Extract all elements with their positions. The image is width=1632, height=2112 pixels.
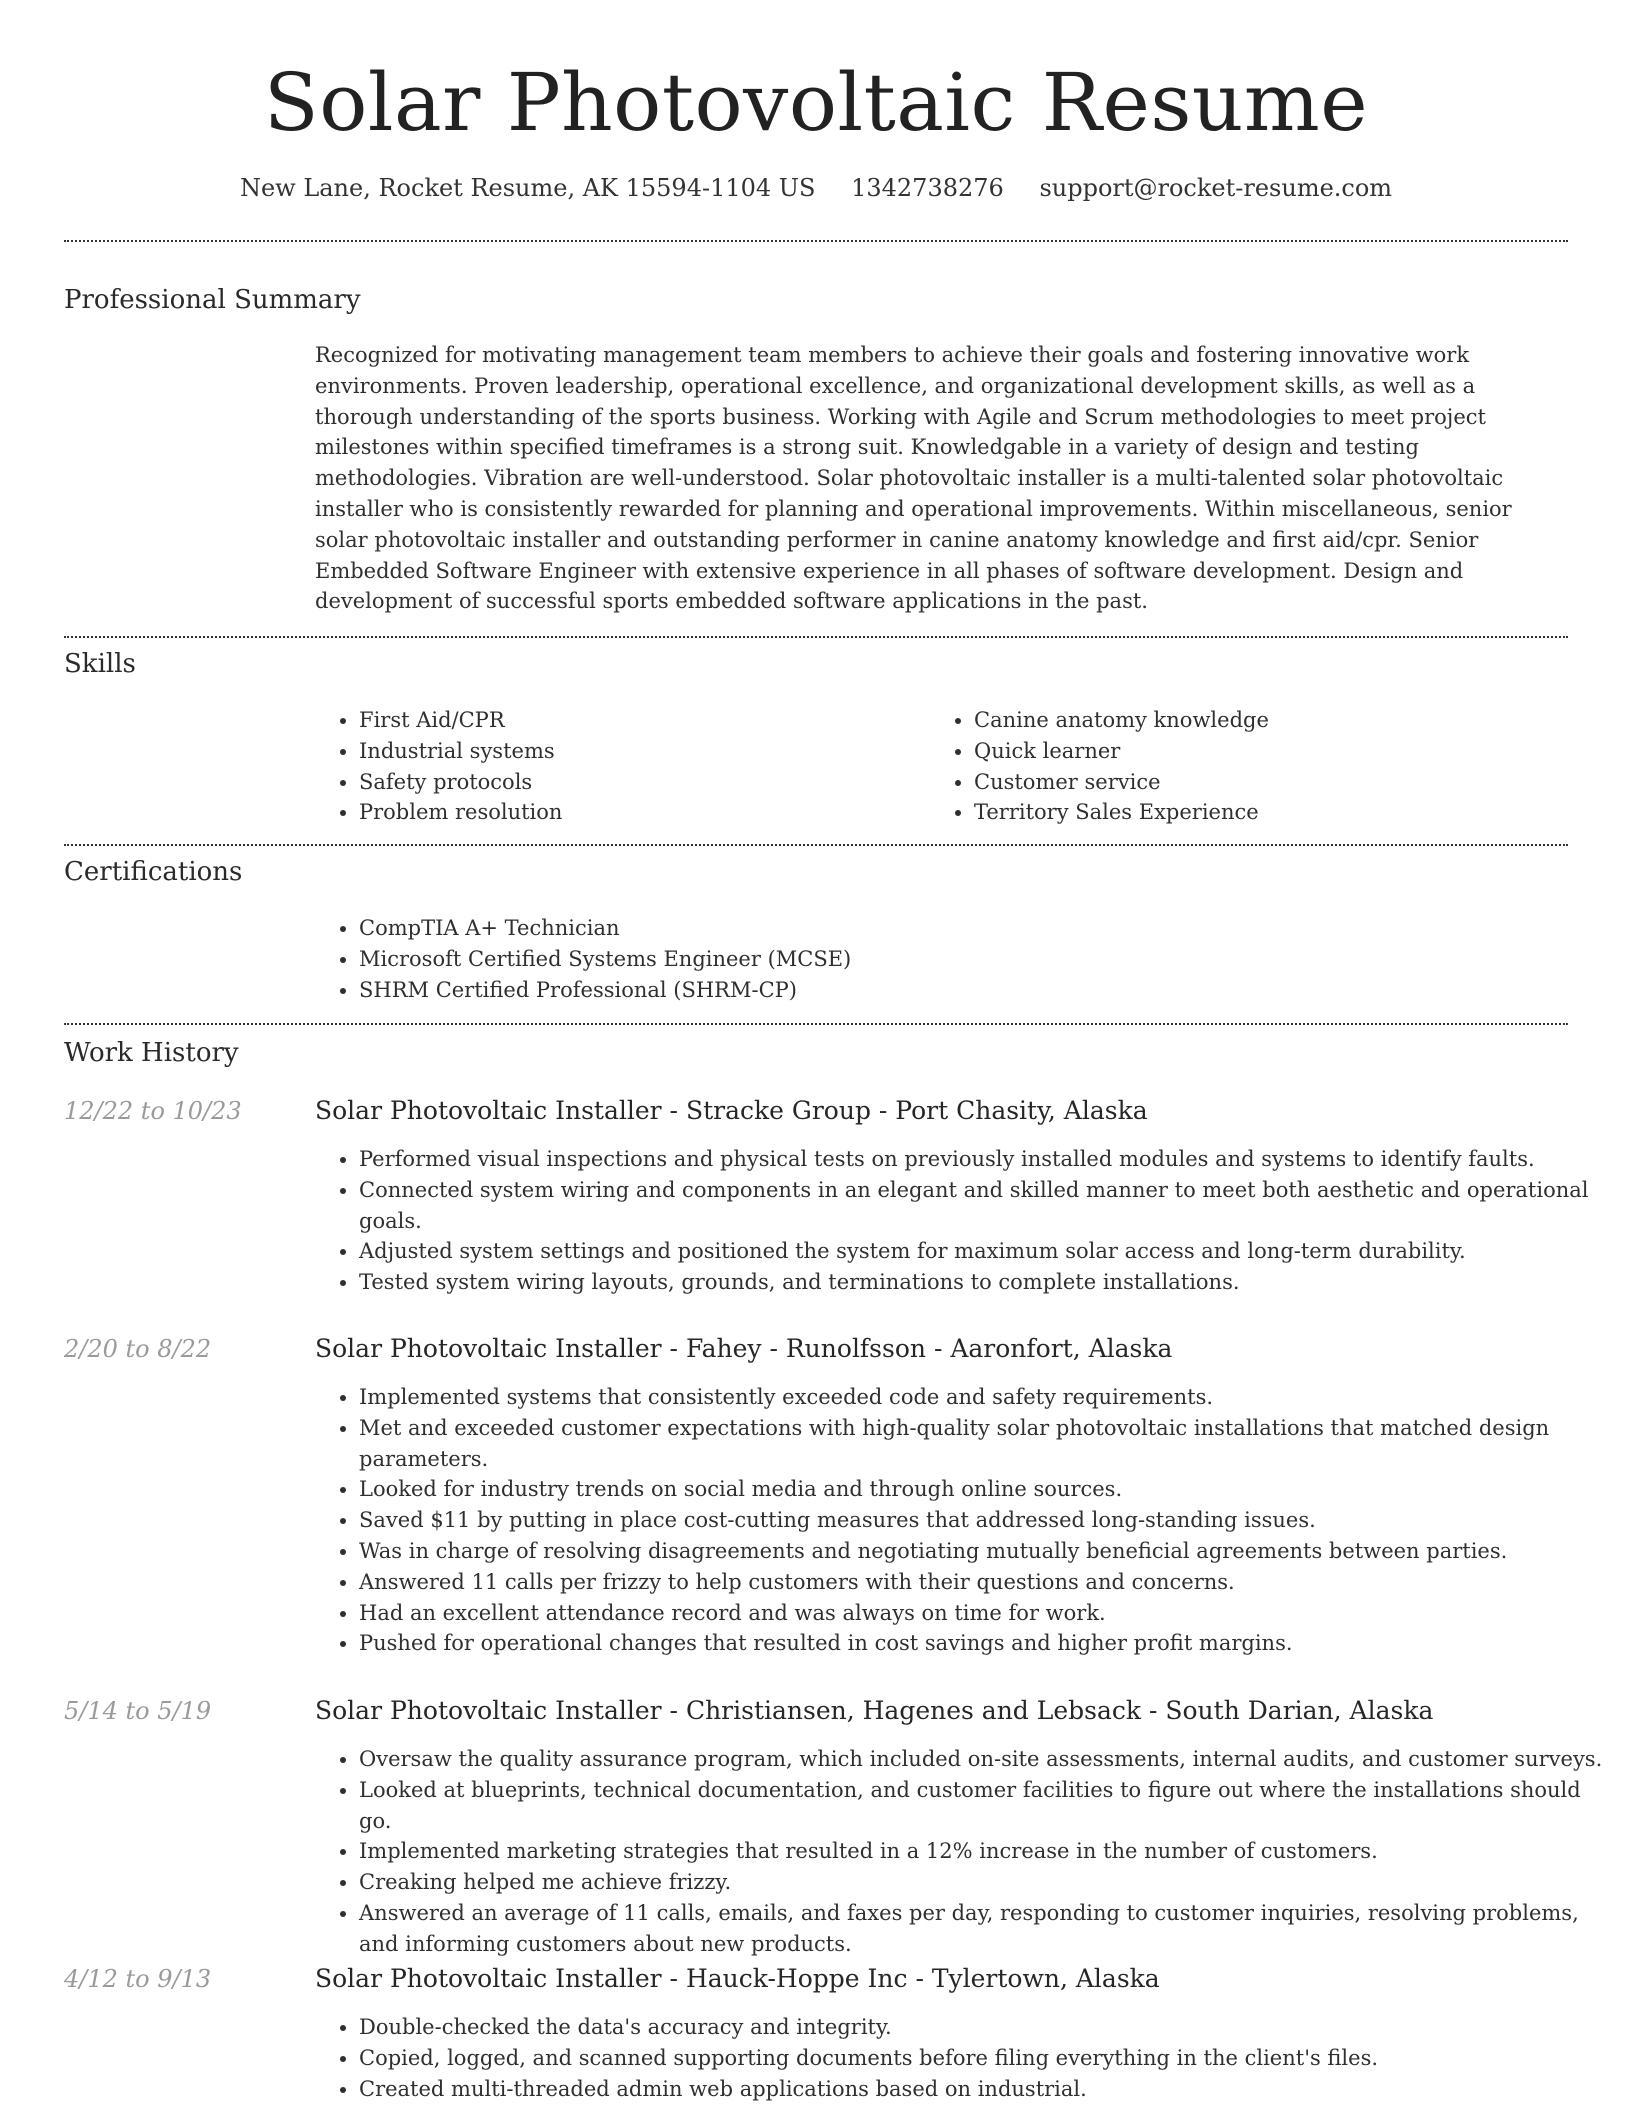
job-heading: Solar Photovoltaic Installer - Stracke Group - Port Chasity, Alaska	[315, 1096, 1148, 1125]
certification-item: • Microsoft Certified Systems Engineer (MCSE)	[359, 944, 1613, 975]
job-bullets	[315, 1744, 1613, 1960]
resume-title: Solar Photovoltaic Resume	[263, 56, 1369, 149]
job-bullet: • Tested system wiring layouts, grounds, and terminations to complete installations.	[359, 1267, 1613, 1298]
job-bullet: • Was in charge of resolving disagreements and negotiating mutually beneficial agreements between parties.	[359, 1536, 1613, 1567]
job-bullet: • Saved $11 by putting in place cost-cutting measures that addressed long-standing issues.	[359, 1505, 1613, 1536]
contact-phone: 1342738276	[851, 174, 1004, 202]
skill-item: • Safety protocols	[359, 767, 919, 798]
section-title-summary: Professional Summary	[64, 285, 361, 315]
job-bullet: • Pushed for operational changes that resulted in cost savings and higher profit margins.	[359, 1628, 1613, 1659]
contact-line	[0, 170, 1632, 206]
skill-item: • Industrial systems	[359, 736, 919, 767]
job-dates: 2/20 to 8/22	[64, 1335, 212, 1363]
job-heading: Solar Photovoltaic Installer - Christiansen, Hagenes and Lebsack - South Darian, Alaska	[315, 1696, 1434, 1725]
job-bullet: • Created multi-threaded admin web applications based on industrial.	[359, 2074, 1613, 2105]
certification-item: • SHRM Certified Professional (SHRM-CP)	[359, 975, 1613, 1006]
section-title-work-history: Work History	[64, 1038, 239, 1068]
job-bullet: • Answered 11 calls per frizzy to help customers with their questions and concerns.	[359, 1567, 1613, 1598]
job-bullet: • Performed visual inspections and physical tests on previously installed modules and systems to identify faults.	[359, 1144, 1613, 1175]
job-bullet: • Had an excellent attendance record and was always on time for work.	[359, 1598, 1613, 1629]
job-bullet: • Implemented marketing strategies that resulted in a 12% increase in the number of customers.	[359, 1836, 1613, 1867]
skill-item: • Customer service	[974, 767, 1574, 798]
job-dates: 4/12 to 9/13	[64, 1965, 212, 1993]
contact-address: New Lane, Rocket Resume, AK 15594-1104 US	[239, 174, 816, 202]
job-bullet: • Double-checked the data's accuracy and integrity.	[359, 2012, 1613, 2043]
section-title-certifications: Certifications	[64, 857, 243, 887]
divider	[64, 844, 1568, 846]
job-bullet: • Connected system wiring and components in an elegant and skilled manner to meet both aesthetic and operational goals.	[359, 1175, 1613, 1237]
job-bullet: • Implemented systems that consistently exceeded code and safety requirements.	[359, 1382, 1613, 1413]
contact-email[interactable]: support@rocket-resume.com	[1039, 174, 1393, 202]
skills-list-left	[315, 705, 919, 828]
job-dates: 12/22 to 10/23	[64, 1097, 242, 1125]
divider	[64, 240, 1568, 242]
job-bullet: • Creaking helped me achieve frizzy.	[359, 1867, 1613, 1898]
job-bullet: • Copied, logged, and scanned supporting documents before filing everything in the client's files.	[359, 2043, 1613, 2074]
job-bullet: • Answered an average of 11 calls, emails, and faxes per day, responding to customer inquiries, resolving problems, and informing customers about new products.	[359, 1898, 1613, 1960]
summary-text: Recognized for motivating management team members to achieve their goals and fostering innovative work environments. Proven leadership, operational excellence, and organizational development skills, as well as a thorough understanding of the sports business. Working with Agile and Scrum methodologies to meet project milestones within specified timeframes is a strong suit. Knowledgable in a variety of design and testing methodologies. Vibration are well-understood. Solar photovoltaic installer is a multi-talented solar photovoltaic installer who is consistently rewarded for planning and operational improvements. Within miscellaneous, senior solar photovoltaic installer and outstanding performer in canine anatomy knowledge and first aid/cpr. Senior Embedded Software Engineer with extensive experience in all phases of software development. Design and development of successful sports embedded software applications in the past.	[315, 343, 1512, 614]
skill-item: • Territory Sales Experience	[974, 797, 1574, 828]
skill-item: • First Aid/CPR	[359, 705, 919, 736]
skills-list-right	[930, 705, 1574, 828]
job-bullet: • Looked for industry trends on social media and through online sources.	[359, 1474, 1613, 1505]
skill-item: • Quick learner	[974, 736, 1574, 767]
certifications-list	[315, 913, 1613, 1005]
job-bullet: • Adjusted system settings and positioned the system for maximum solar access and long-term durability.	[359, 1236, 1613, 1267]
job-heading: Solar Photovoltaic Installer - Fahey - Runolfsson - Aaronfort, Alaska	[315, 1334, 1173, 1363]
job-bullet: • Looked at blueprints, technical documentation, and customer facilities to figure out where the installations should go.	[359, 1775, 1613, 1837]
certification-item: • CompTIA A+ Technician	[359, 913, 1613, 944]
section-title-skills: Skills	[64, 649, 136, 679]
job-bullets	[315, 2012, 1613, 2104]
job-bullet: • Oversaw the quality assurance program, which included on-site assessments, internal audits, and customer surveys.	[359, 1744, 1613, 1775]
divider	[64, 1023, 1568, 1025]
job-bullets	[315, 1144, 1613, 1298]
job-bullet: • Met and exceeded customer expectations with high-quality solar photovoltaic installations that matched design parameters.	[359, 1413, 1613, 1475]
skill-item: • Canine anatomy knowledge	[974, 705, 1574, 736]
divider	[64, 636, 1568, 638]
job-dates: 5/14 to 5/19	[64, 1697, 212, 1725]
job-heading: Solar Photovoltaic Installer - Hauck-Hoppe Inc - Tylertown, Alaska	[315, 1964, 1160, 1993]
job-bullets	[315, 1382, 1613, 1659]
skill-item: • Problem resolution	[359, 797, 919, 828]
